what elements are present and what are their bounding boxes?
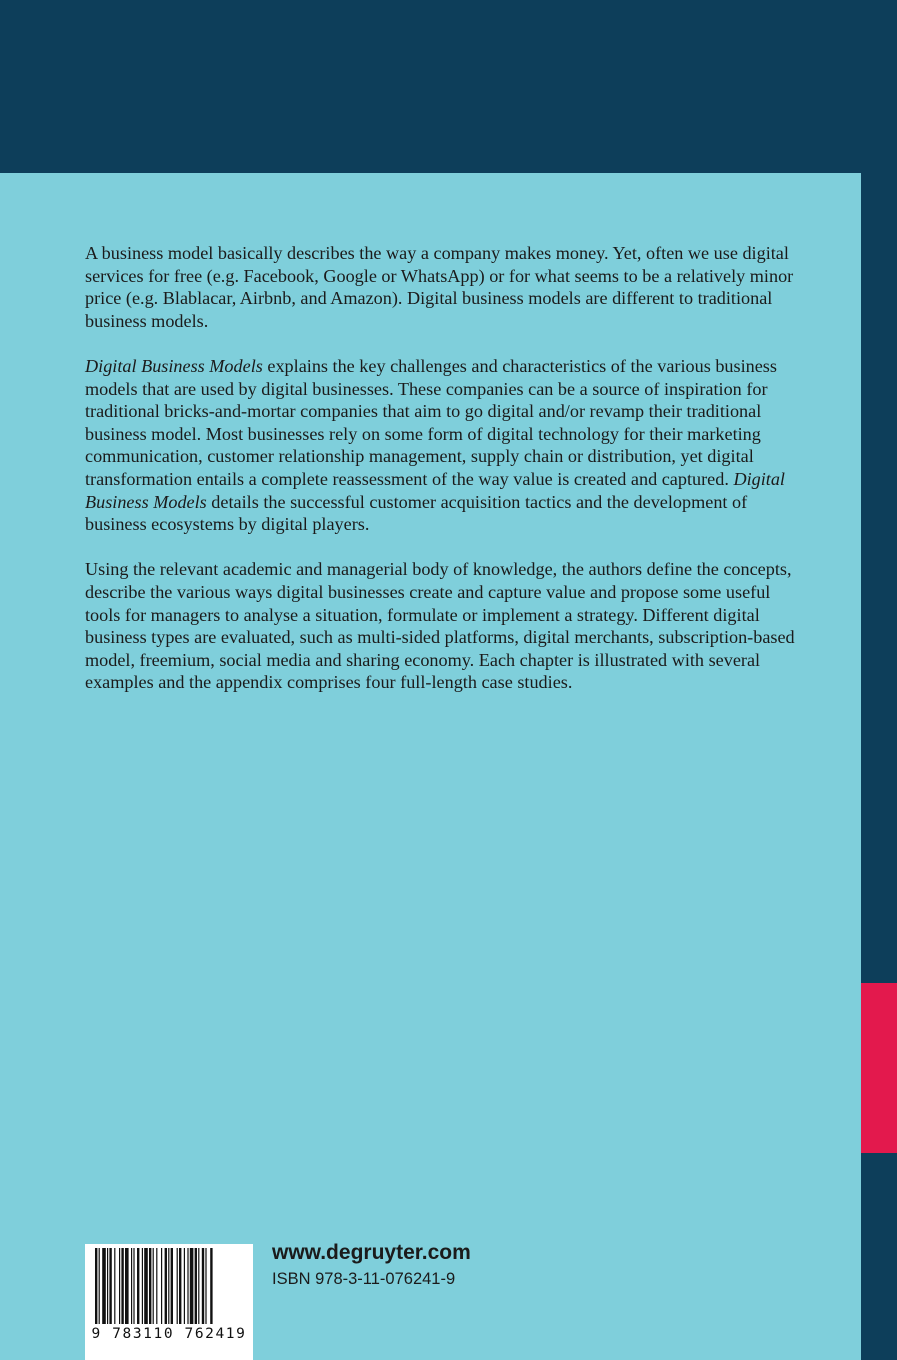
blurb-paragraph-3: Using the relevant academic and managerial body of knowledge, the authors define the concepts, describe the various ways digital businesses create and capture value and propose some useful tools for managers to analyse a situation, formulate or implement a strategy. Different digital business types are evaluated, such as multi-sided platforms, digital merchants, subscription-based model, freemium, social media and sharing economy. Each chapter is illustrated with several examples and the appendix comprises four full-length case studies.: [85, 559, 795, 693]
barcode-bar: [198, 1248, 199, 1324]
barcode-bar: [165, 1248, 167, 1324]
barcode-bar: [109, 1248, 111, 1324]
barcode-bar: [114, 1248, 115, 1324]
barcode-bar: [95, 1248, 97, 1324]
barcode-bar: [171, 1248, 173, 1324]
isbn-number: ISBN 978-3-11-076241-9: [272, 1270, 456, 1288]
publisher-info: [272, 1240, 471, 1290]
barcode-bar: [125, 1248, 129, 1324]
top-navy-band: [0, 0, 897, 173]
accent-tab: [861, 983, 897, 1153]
blurb-paragraph-2-part-2: details the successful customer acquisition tactics and the development of business ecosystems by digital players.: [85, 491, 748, 535]
barcode-bar: [131, 1248, 132, 1324]
barcode-bar: [161, 1248, 162, 1324]
barcode-bar: [156, 1248, 157, 1324]
isbn-barcode: [85, 1244, 253, 1360]
barcode-bar: [184, 1248, 185, 1324]
barcode-digits: 9 783110 762419: [91, 1326, 247, 1342]
barcode-bar: [153, 1248, 154, 1324]
barcode-bar: [190, 1248, 194, 1324]
barcode-bars: [93, 1248, 245, 1326]
blurb-text: [85, 242, 795, 716]
barcode-bar: [149, 1248, 151, 1324]
barcode-bar: [210, 1248, 212, 1324]
barcode-bar: [102, 1248, 106, 1324]
barcode-bar: [99, 1248, 100, 1324]
barcode-bar: [179, 1248, 181, 1324]
barcode-bar: [121, 1248, 123, 1324]
barcode-bar: [119, 1248, 120, 1324]
barcode-bar: [142, 1248, 143, 1324]
barcode-bar: [168, 1248, 169, 1324]
book-title-italic-2: Digital Business Models: [85, 468, 785, 512]
barcode-bar: [137, 1248, 139, 1324]
barcode-bar: [177, 1248, 178, 1324]
barcode-bar: [144, 1248, 148, 1324]
publisher-url: www.degruyter.com: [272, 1241, 471, 1264]
barcode-bar: [187, 1248, 188, 1324]
barcode-bar: [133, 1248, 134, 1324]
barcode-bar: [195, 1248, 197, 1324]
blurb-paragraph-1: A business model basically describes the way a company makes money. Yet, often we use digital services for free (e.g. Facebook, Google or WhatsApp) or for what seems to be a relatively minor price (e.g. Blablacar, Airbnb, and Amazon). Digital business models are different to traditional business models.: [85, 243, 794, 331]
barcode-bar: [202, 1248, 204, 1324]
blurb-paragraph-2: [85, 355, 795, 536]
barcode-bar: [107, 1248, 108, 1324]
spine-edge-band: [861, 173, 897, 1360]
book-title-italic: Digital Business Models: [85, 355, 263, 376]
barcode-bar: [205, 1248, 206, 1324]
blurb-paragraph-2-part-1: explains the key challenges and characteristics of the various business models that are used by digital businesses. These companies can be a source of inspiration for traditional bricks-and-mortar companies that aim to go digital and/or revamp their traditional business model. Most businesses rely on some form of digital technology for their marketing communication, customer relationship management, supply chain or distribution, yet digital transformation entails a complete reassessment of the way value is created and captured.: [85, 355, 777, 489]
